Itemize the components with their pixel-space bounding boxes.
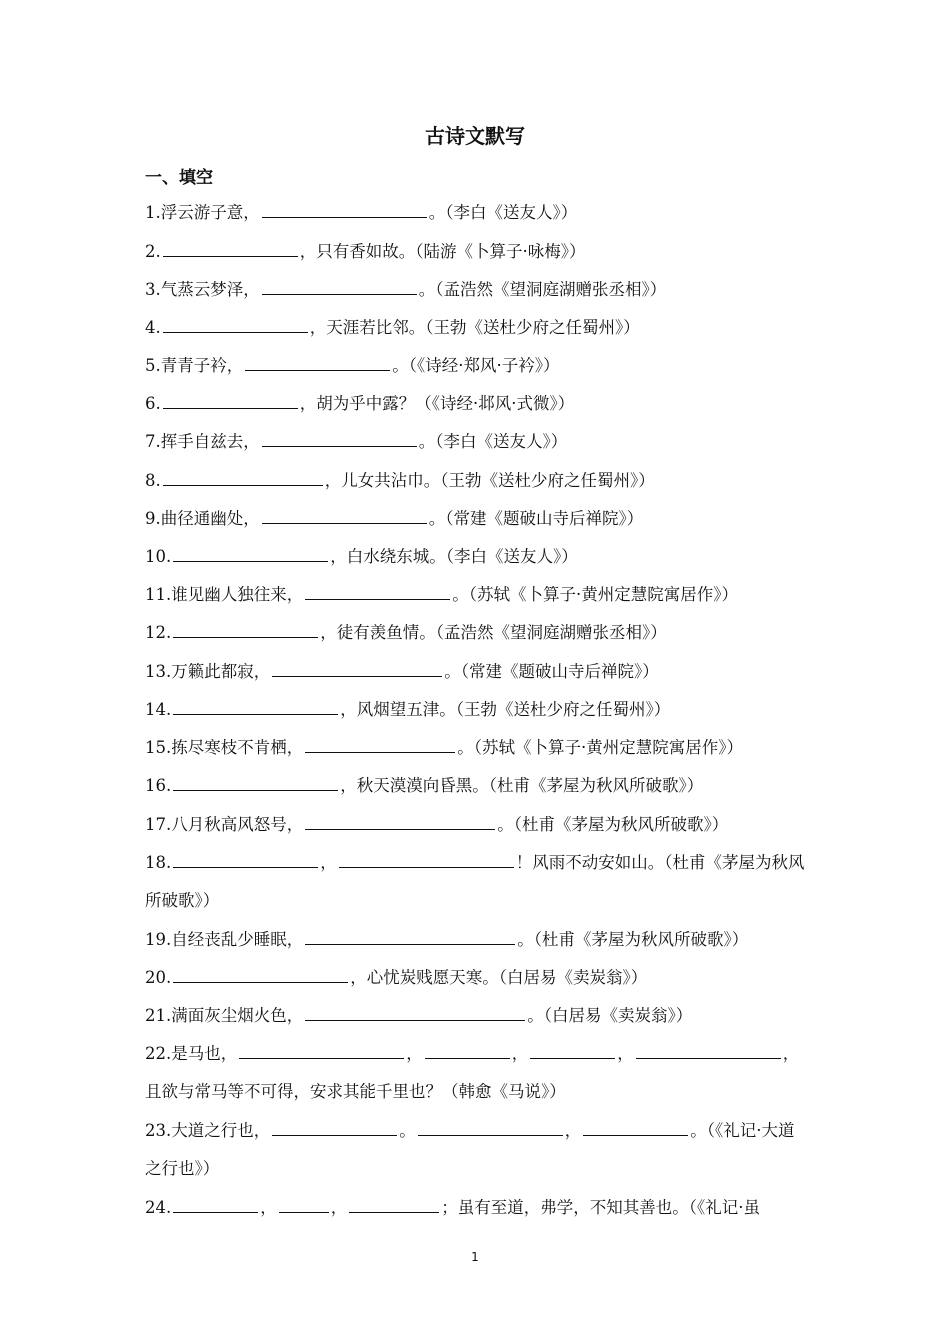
answer-blank[interactable]	[173, 1211, 258, 1213]
question-number: 12.	[145, 623, 172, 642]
question-15	[145, 729, 810, 767]
question-text: 拣尽寒枝不肯栖，	[171, 738, 304, 757]
answer-blank[interactable]	[339, 866, 514, 868]
question-22	[145, 1035, 810, 1111]
answer-blank[interactable]	[305, 1019, 525, 1021]
question-number: 6.	[145, 394, 161, 413]
question-number: 24.	[145, 1198, 172, 1217]
question-number: 7.	[145, 432, 161, 451]
question-text: 八月秋高风怒号，	[171, 815, 304, 834]
question-text: ，	[564, 1121, 582, 1140]
question-text: ，风烟望五津。（王勃《送杜少府之任蜀州》）	[340, 700, 671, 719]
question-text: ，天涯若比邻。（王勃《送杜少府之任蜀州》）	[309, 318, 640, 337]
question-number: 21.	[145, 1006, 172, 1025]
answer-blank[interactable]	[163, 484, 323, 486]
question-11	[145, 576, 810, 614]
question-10	[145, 538, 810, 576]
question-number: 3.	[145, 280, 161, 299]
question-number: 22.	[145, 1044, 172, 1063]
question-number: 23.	[145, 1121, 172, 1140]
question-number: 9.	[145, 509, 161, 528]
question-19	[145, 921, 810, 959]
question-3	[145, 271, 810, 309]
answer-blank[interactable]	[163, 331, 308, 333]
question-number: 11.	[145, 585, 172, 604]
answer-blank[interactable]	[262, 293, 417, 295]
question-6	[145, 385, 810, 423]
question-16	[145, 767, 810, 805]
question-24	[145, 1189, 810, 1227]
question-9	[145, 500, 810, 538]
question-text: ，只有香如故。（陆游《卜算子·咏梅》）	[299, 242, 586, 261]
question-text: 。（杜甫《茅屋为秋风所破歌》）	[517, 930, 749, 949]
question-text: 曲径通幽处，	[160, 509, 260, 528]
question-number: 16.	[145, 776, 172, 795]
question-12	[145, 614, 810, 652]
question-text: 。（常建《题破山寺后禅院》）	[444, 662, 659, 681]
answer-blank[interactable]	[173, 866, 318, 868]
question-number: 8.	[145, 471, 161, 490]
question-text: 。（《礼记·大道之行也》）	[145, 1121, 795, 1178]
answer-blank[interactable]	[636, 1057, 781, 1059]
question-text: ，且欲与常马等不可得，安求其能千里也？（韩愈《马说》）	[145, 1044, 800, 1101]
answer-blank[interactable]	[262, 445, 417, 447]
question-text: ；虽有至道，弗学，不知其善也。（《礼记·虽	[441, 1198, 760, 1217]
question-text: 大道之行也，	[171, 1121, 271, 1140]
question-text: 。（杜甫《茅屋为秋风所破歌》）	[497, 815, 729, 834]
answer-blank[interactable]	[279, 1211, 329, 1213]
question-text: 满面灰尘烟火色，	[171, 1006, 304, 1025]
question-text: ，	[617, 1044, 634, 1063]
answer-blank[interactable]	[173, 713, 338, 715]
question-text: 气蒸云梦泽，	[160, 280, 260, 299]
question-text: 。（《诗经·郑风·子衿》）	[392, 356, 560, 375]
answer-blank[interactable]	[530, 1057, 615, 1059]
question-number: 17.	[145, 815, 172, 834]
answer-blank[interactable]	[305, 751, 455, 753]
question-number: 20.	[145, 968, 172, 987]
answer-blank[interactable]	[262, 216, 427, 218]
question-text: ，儿女共沾巾。（王勃《送杜少府之任蜀州》）	[324, 471, 655, 490]
question-text: ，秋天漠漠向昏黑。（杜甫《茅屋为秋风所破歌》）	[340, 776, 704, 795]
answer-blank[interactable]	[305, 828, 495, 830]
question-text: 。（苏轼《卜算子·黄州定慧院寓居作》）	[457, 738, 743, 757]
question-text: ，	[406, 1044, 423, 1063]
question-7	[145, 423, 810, 461]
question-number: 1.	[145, 203, 161, 222]
question-text: ，	[260, 1198, 277, 1217]
question-17	[145, 806, 810, 844]
question-text: 。（孟浩然《望洞庭湖赠张丞相》）	[418, 280, 667, 299]
question-18	[145, 844, 810, 920]
question-text: 。（苏轼《卜算子·黄州定慧院寓居作》）	[452, 585, 738, 604]
section-heading: 一、填空	[145, 168, 213, 188]
answer-blank[interactable]	[173, 636, 318, 638]
answer-blank[interactable]	[163, 407, 298, 409]
answer-blank[interactable]	[173, 789, 338, 791]
answer-blank[interactable]	[173, 981, 348, 983]
question-14	[145, 691, 810, 729]
question-text: ，	[330, 1198, 348, 1217]
question-text: ，徒有羡鱼情。（孟浩然《望洞庭湖赠张丞相》）	[320, 623, 667, 642]
question-number: 18.	[145, 853, 172, 872]
answer-blank[interactable]	[239, 1057, 404, 1059]
question-text: ，	[320, 853, 337, 872]
question-4	[145, 309, 810, 347]
question-2	[145, 233, 810, 271]
question-number: 19.	[145, 930, 172, 949]
question-number: 14.	[145, 700, 172, 719]
question-text: ，	[511, 1044, 529, 1063]
answer-blank[interactable]	[272, 675, 442, 677]
question-text: 。（白居易《卖炭翁》）	[527, 1006, 693, 1025]
question-text: ，心忧炭贱愿天寒。（白居易《卖炭翁》）	[350, 968, 648, 987]
question-13	[145, 653, 810, 691]
question-number: 4.	[145, 318, 161, 337]
answer-blank[interactable]	[305, 598, 450, 600]
question-text: 浮云游子意，	[160, 203, 260, 222]
answer-blank[interactable]	[173, 560, 328, 562]
question-text: ，白水绕东城。（李白《送友人》）	[330, 547, 578, 566]
question-text: 青青子衿，	[160, 356, 244, 375]
question-5	[145, 347, 810, 385]
question-number: 13.	[145, 662, 172, 681]
question-number: 2.	[145, 242, 161, 261]
answer-blank[interactable]	[583, 1134, 688, 1136]
question-number: 5.	[145, 356, 161, 375]
page-number: 1	[471, 1250, 479, 1264]
page-title: 古诗文默写	[425, 124, 525, 148]
question-1	[145, 194, 810, 232]
question-text: 。（李白《送友人》）	[418, 432, 568, 451]
question-8	[145, 462, 810, 500]
question-number: 10.	[145, 547, 172, 566]
question-text: 。（常建《题破山寺后禅院》）	[428, 509, 644, 528]
answer-blank[interactable]	[163, 255, 298, 257]
question-text: 自经丧乱少睡眠，	[171, 930, 304, 949]
answer-blank[interactable]	[349, 1211, 439, 1213]
question-text: 是马也，	[171, 1044, 238, 1063]
question-text: 挥手自兹去，	[160, 432, 260, 451]
question-text: 。（李白《送友人》）	[428, 203, 578, 222]
question-21	[145, 997, 810, 1035]
answer-blank[interactable]	[305, 943, 515, 945]
question-text: ，胡为乎中露？（《诗经·邶风·式微》）	[299, 394, 575, 413]
answer-blank[interactable]	[272, 1134, 397, 1136]
question-23	[145, 1112, 810, 1188]
question-text: 万籁此都寂，	[171, 662, 271, 681]
question-number: 15.	[145, 738, 172, 757]
answer-blank[interactable]	[262, 522, 427, 524]
question-text: 谁见幽人独往来，	[171, 585, 304, 604]
question-text: 。	[399, 1121, 416, 1140]
question-20	[145, 959, 810, 997]
answer-blank[interactable]	[418, 1134, 563, 1136]
question-text: ！风雨不动安如山。（杜甫《茅屋为秋风所破歌》）	[145, 853, 805, 910]
answer-blank[interactable]	[425, 1057, 510, 1059]
answer-blank[interactable]	[245, 369, 390, 371]
